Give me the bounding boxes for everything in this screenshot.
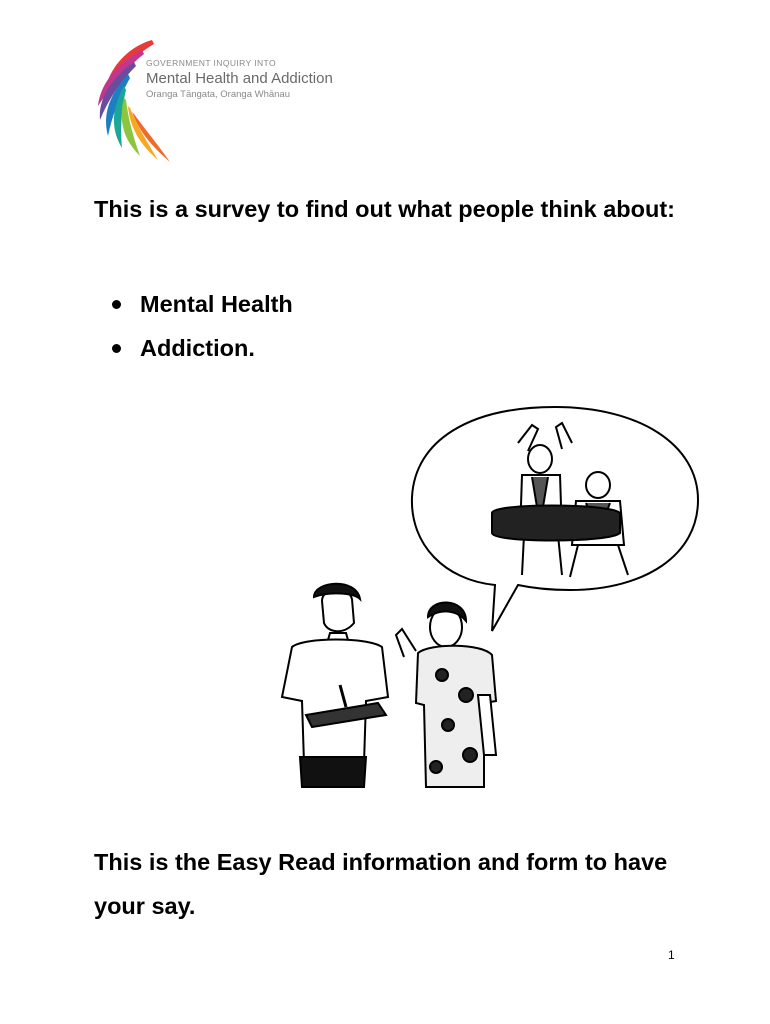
survey-illustration xyxy=(270,385,710,800)
logo-line-2: Mental Health and Addiction xyxy=(146,70,333,87)
logo-line-3: Oranga Tāngata, Oranga Whānau xyxy=(146,89,291,100)
respondent-figure-icon xyxy=(396,602,496,787)
bullet-icon xyxy=(112,344,121,353)
logo-line-1: GOVERNMENT INQUIRY INTO xyxy=(146,58,276,68)
topic-list xyxy=(110,282,293,370)
inquiry-logo xyxy=(92,36,352,166)
interviewer-figure-icon xyxy=(282,584,388,787)
feather-logo-icon xyxy=(92,36,182,166)
bullet-icon xyxy=(112,300,121,309)
topic-label: Addiction. xyxy=(140,335,255,361)
topic-label: Mental Health xyxy=(140,291,293,317)
easy-read-notice: This is the Easy Read information and form to have your say. xyxy=(94,849,668,919)
topic-item xyxy=(110,326,293,370)
page-number: 1 xyxy=(668,948,675,962)
topic-item xyxy=(110,282,293,326)
intro-heading: This is a survey to find out what people think about: xyxy=(94,196,676,222)
